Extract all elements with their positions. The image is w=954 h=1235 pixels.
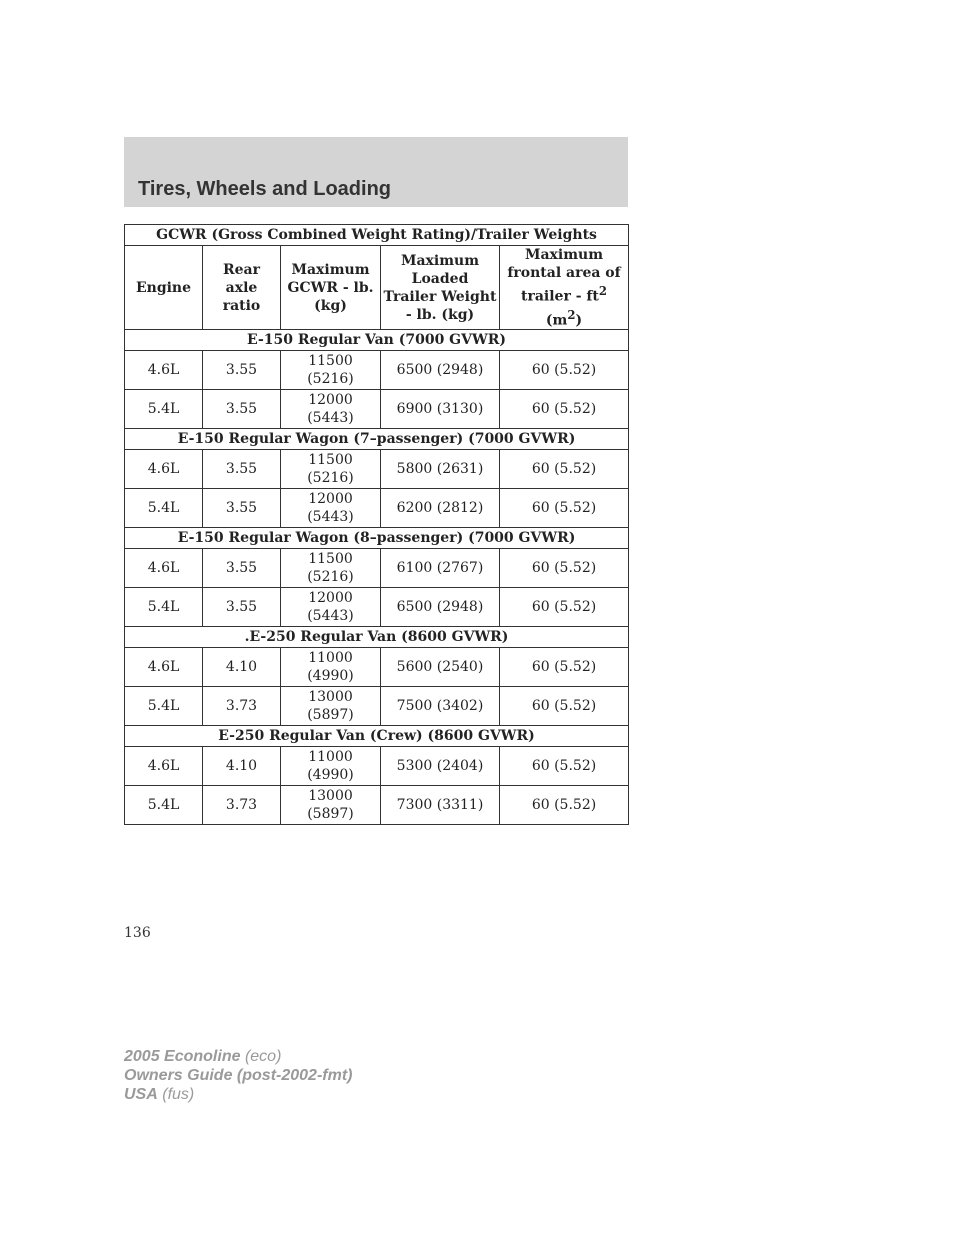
engine-cell: 4.6L xyxy=(125,549,203,588)
engine-cell: 5.4L xyxy=(125,489,203,528)
section-row xyxy=(125,330,629,351)
engine-cell: 4.6L xyxy=(125,351,203,390)
table-row xyxy=(125,747,629,786)
trailer-weight-cell: 6900 (3130) xyxy=(381,390,500,429)
trailer-weight-cell: 5300 (2404) xyxy=(381,747,500,786)
table-title: GCWR (Gross Combined Weight Rating)/Trailer Weights xyxy=(125,225,629,246)
gcwr-cell: 11500 (5216) xyxy=(281,450,381,489)
trailer-weight-cell: 7300 (3311) xyxy=(381,786,500,825)
table-row xyxy=(125,786,629,825)
table-row xyxy=(125,549,629,588)
frontal-area-cell: 60 (5.52) xyxy=(500,687,629,726)
section-row xyxy=(125,429,629,450)
frontal-area-cell: 60 (5.52) xyxy=(500,588,629,627)
footer-line-guide: Owners Guide (post-2002-fmt) xyxy=(124,1067,353,1084)
table-row xyxy=(125,489,629,528)
gcwr-table xyxy=(124,224,629,825)
frontal-area-cell: 60 (5.52) xyxy=(500,747,629,786)
frontal-area-cell: 60 (5.52) xyxy=(500,351,629,390)
trailer-weight-cell: 7500 (3402) xyxy=(381,687,500,726)
frontal-area-cell: 60 (5.52) xyxy=(500,648,629,687)
frontal-area-cell: 60 (5.52) xyxy=(500,489,629,528)
ratio-cell: 3.55 xyxy=(203,390,281,429)
gcwr-cell: 11500 (5216) xyxy=(281,549,381,588)
trailer-weight-cell: 6100 (2767) xyxy=(381,549,500,588)
engine-cell: 5.4L xyxy=(125,588,203,627)
trailer-weight-cell: 5800 (2631) xyxy=(381,450,500,489)
table-row xyxy=(125,588,629,627)
section-label: E-150 Regular Wagon (7–passenger) (7000 GVWR) xyxy=(125,429,629,450)
section-header xyxy=(124,137,628,207)
engine-cell: 4.6L xyxy=(125,747,203,786)
page-number: 136 xyxy=(124,925,151,941)
table-title-row xyxy=(125,225,629,246)
table-row xyxy=(125,648,629,687)
table-body xyxy=(125,330,629,825)
section-row xyxy=(125,726,629,747)
frontal-area-cell: 60 (5.52) xyxy=(500,390,629,429)
frontal-area-cell: 60 (5.52) xyxy=(500,549,629,588)
gcwr-cell: 13000 (5897) xyxy=(281,687,381,726)
table-row xyxy=(125,351,629,390)
gcwr-cell: 11500 (5216) xyxy=(281,351,381,390)
col-max-trailer-header: Maximum Loaded Trailer Weight - lb. (kg) xyxy=(381,246,500,330)
gcwr-cell: 12000 (5443) xyxy=(281,588,381,627)
ratio-cell: 4.10 xyxy=(203,648,281,687)
trailer-weight-cell: 5600 (2540) xyxy=(381,648,500,687)
ratio-cell: 3.55 xyxy=(203,450,281,489)
ratio-cell: 3.55 xyxy=(203,549,281,588)
table-row xyxy=(125,390,629,429)
ratio-cell: 3.73 xyxy=(203,786,281,825)
section-label: E-250 Regular Van (Crew) (8600 GVWR) xyxy=(125,726,629,747)
engine-cell: 4.6L xyxy=(125,450,203,489)
frontal-area-cell: 60 (5.52) xyxy=(500,786,629,825)
ratio-cell: 3.55 xyxy=(203,489,281,528)
section-label: E-150 Regular Van (7000 GVWR) xyxy=(125,330,629,351)
section-title: Tires, Wheels and Loading xyxy=(138,178,392,200)
engine-cell: 4.6L xyxy=(125,648,203,687)
ratio-cell: 3.55 xyxy=(203,351,281,390)
engine-cell: 5.4L xyxy=(125,390,203,429)
col-frontal-area-header: Maximum frontal area of trailer - $ft^2$ $(m^2)$ xyxy=(500,246,629,330)
gcwr-cell: 11000 (4990) xyxy=(281,648,381,687)
gcwr-cell: 13000 (5897) xyxy=(281,786,381,825)
gcwr-cell: 12000 (5443) xyxy=(281,390,381,429)
section-row xyxy=(125,528,629,549)
trailer-weight-cell: 6500 (2948) xyxy=(381,588,500,627)
ratio-cell: 3.73 xyxy=(203,687,281,726)
gcwr-cell: 12000 (5443) xyxy=(281,489,381,528)
col-rear-axle-header: Rear axle ratio xyxy=(203,246,281,330)
table-header-row xyxy=(125,246,629,330)
frontal-area-cell: 60 (5.52) xyxy=(500,450,629,489)
gcwr-cell: 11000 (4990) xyxy=(281,747,381,786)
footer-line-model: 2005 Econoline (eco) xyxy=(124,1048,282,1065)
footer-line-market: USA (fus) xyxy=(124,1086,195,1103)
trailer-weight-cell: 6500 (2948) xyxy=(381,351,500,390)
section-label: .E-250 Regular Van (8600 GVWR) xyxy=(125,627,629,648)
table-row xyxy=(125,450,629,489)
trailer-weight-cell: 6200 (2812) xyxy=(381,489,500,528)
section-row xyxy=(125,627,629,648)
col-max-gcwr-header: Maximum GCWR - lb. (kg) xyxy=(281,246,381,330)
engine-cell: 5.4L xyxy=(125,786,203,825)
ratio-cell: 4.10 xyxy=(203,747,281,786)
col-engine-header: Engine xyxy=(125,246,203,330)
table-row xyxy=(125,687,629,726)
ratio-cell: 3.55 xyxy=(203,588,281,627)
engine-cell: 5.4L xyxy=(125,687,203,726)
section-label: E-150 Regular Wagon (8–passenger) (7000 GVWR) xyxy=(125,528,629,549)
document-footer xyxy=(124,1047,352,1104)
